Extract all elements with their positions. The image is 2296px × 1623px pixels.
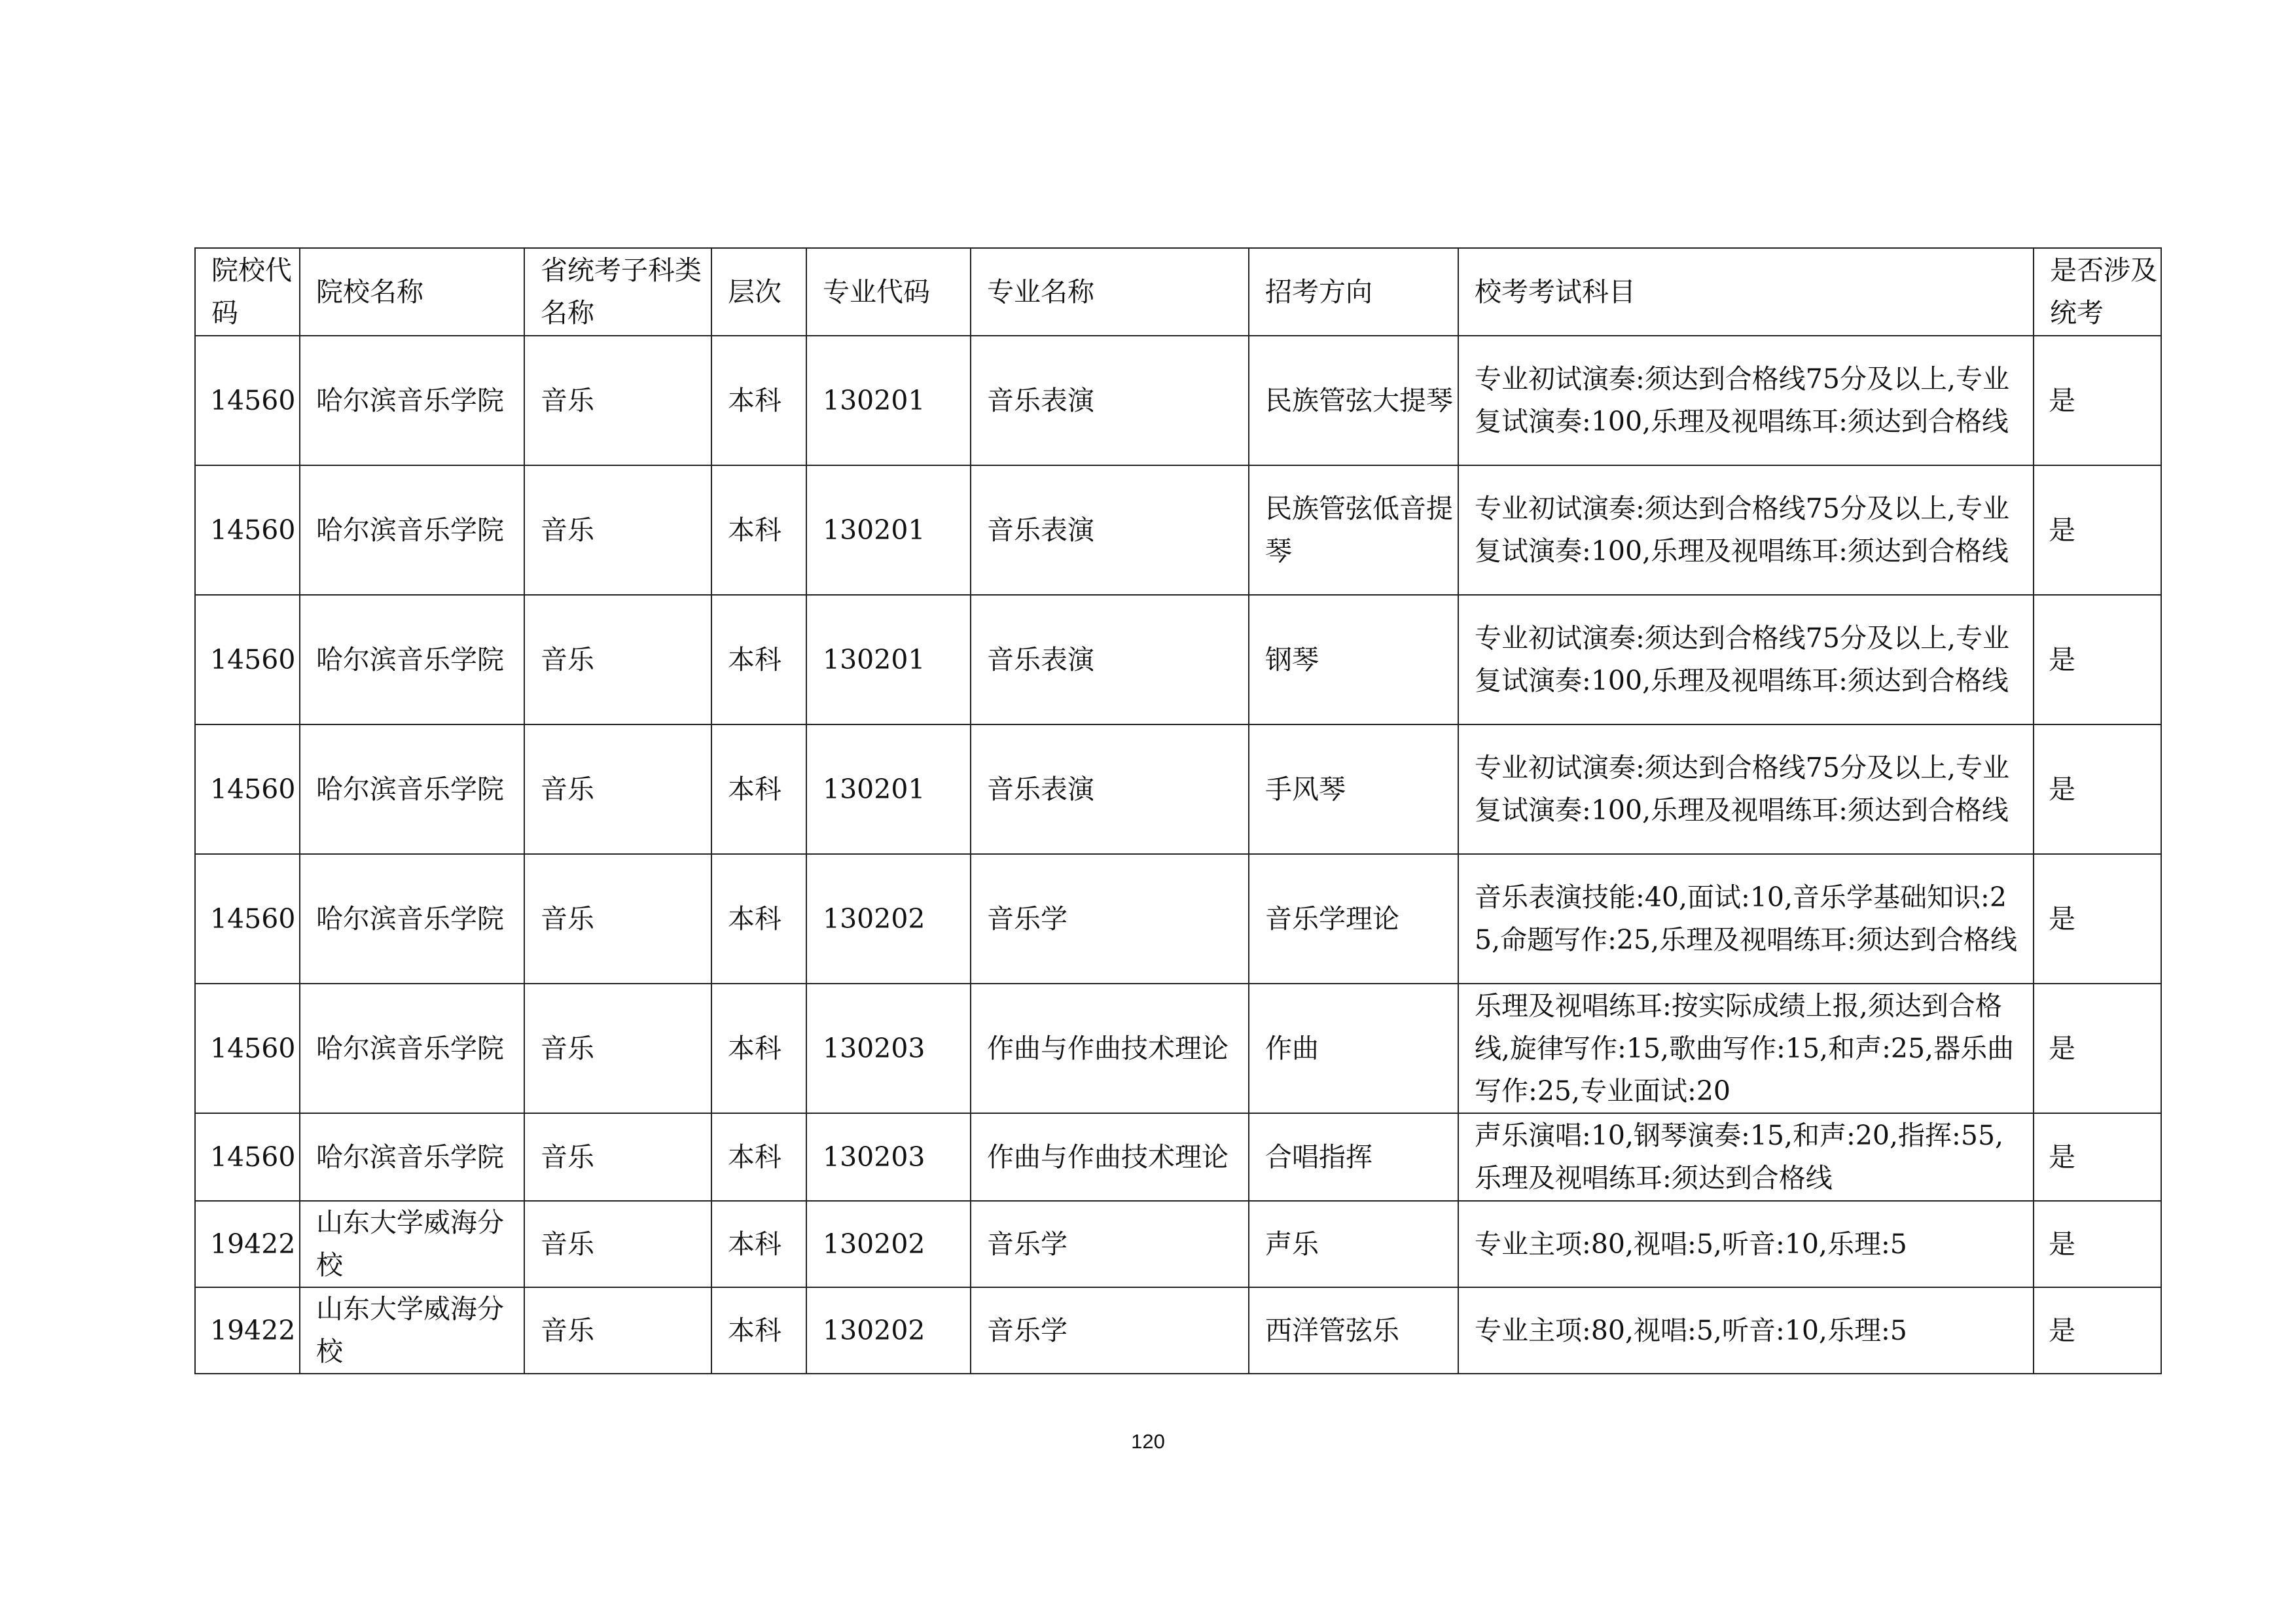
header-major-code: 专业代码 xyxy=(806,248,971,336)
cell-school-code: 14560 xyxy=(195,984,300,1113)
header-school-name: 院校名称 xyxy=(300,248,524,336)
cell-school-code: 19422 xyxy=(195,1201,300,1287)
cell-major-name: 音乐表演 xyxy=(971,724,1249,854)
table-row xyxy=(195,595,2161,724)
cell-school-code: 14560 xyxy=(195,724,300,854)
header-exam-subjects: 校考考试科目 xyxy=(1458,248,2034,336)
table-row xyxy=(195,854,2161,984)
cell-direction: 钢琴 xyxy=(1249,595,1458,724)
cell-exam-subjects: 专业主项:80,视唱:5,听音:10,乐理:5 xyxy=(1458,1201,2034,1287)
cell-level: 本科 xyxy=(711,465,806,595)
table-row xyxy=(195,1201,2161,1287)
table-row xyxy=(195,984,2161,1113)
cell-direction: 合唱指挥 xyxy=(1249,1113,1458,1201)
cell-level: 本科 xyxy=(711,984,806,1113)
cell-exam-subjects: 专业初试演奏:须达到合格线75分及以上,专业复试演奏:100,乐理及视唱练耳:须达到合格线 xyxy=(1458,724,2034,854)
cell-school-code: 14560 xyxy=(195,595,300,724)
table-row xyxy=(195,1113,2161,1201)
cell-major-code: 130202 xyxy=(806,1287,971,1374)
cell-school-name: 哈尔滨音乐学院 xyxy=(300,465,524,595)
cell-level: 本科 xyxy=(711,1113,806,1201)
cell-school-name: 哈尔滨音乐学院 xyxy=(300,595,524,724)
cell-subject-category: 音乐 xyxy=(524,595,711,724)
cell-level: 本科 xyxy=(711,595,806,724)
cell-major-code: 130201 xyxy=(806,336,971,465)
cell-exam-subjects: 专业主项:80,视唱:5,听音:10,乐理:5 xyxy=(1458,1287,2034,1374)
cell-major-name: 作曲与作曲技术理论 xyxy=(971,1113,1249,1201)
cell-major-code: 130203 xyxy=(806,1113,971,1201)
cell-school-name: 哈尔滨音乐学院 xyxy=(300,1113,524,1201)
cell-unified-exam: 是 xyxy=(2034,595,2161,724)
cell-major-name: 作曲与作曲技术理论 xyxy=(971,984,1249,1113)
cell-exam-subjects: 乐理及视唱练耳:按实际成绩上报,须达到合格线,旋律写作:15,歌曲写作:15,和声:25,器乐曲写作:25,专业面试:20 xyxy=(1458,984,2034,1113)
table-row xyxy=(195,724,2161,854)
cell-exam-subjects: 音乐表演技能:40,面试:10,音乐学基础知识:25,命题写作:25,乐理及视唱练耳:须达到合格线 xyxy=(1458,854,2034,984)
cell-major-code: 130201 xyxy=(806,724,971,854)
cell-direction: 民族管弦低音提琴 xyxy=(1249,465,1458,595)
cell-unified-exam: 是 xyxy=(2034,465,2161,595)
cell-school-name: 山东大学威海分校 xyxy=(300,1201,524,1287)
cell-school-name: 哈尔滨音乐学院 xyxy=(300,336,524,465)
admissions-table xyxy=(194,247,2162,1374)
cell-subject-category: 音乐 xyxy=(524,1201,711,1287)
cell-major-name: 音乐学 xyxy=(971,854,1249,984)
cell-major-name: 音乐学 xyxy=(971,1287,1249,1374)
cell-major-code: 130201 xyxy=(806,595,971,724)
cell-school-name: 山东大学威海分校 xyxy=(300,1287,524,1374)
cell-direction: 声乐 xyxy=(1249,1201,1458,1287)
cell-unified-exam: 是 xyxy=(2034,724,2161,854)
cell-unified-exam: 是 xyxy=(2034,1201,2161,1287)
cell-level: 本科 xyxy=(711,854,806,984)
table-row xyxy=(195,1287,2161,1374)
cell-school-code: 14560 xyxy=(195,336,300,465)
cell-level: 本科 xyxy=(711,724,806,854)
cell-school-name: 哈尔滨音乐学院 xyxy=(300,724,524,854)
table-row xyxy=(195,336,2161,465)
cell-school-code: 14560 xyxy=(195,1113,300,1201)
cell-direction: 西洋管弦乐 xyxy=(1249,1287,1458,1374)
cell-school-name: 哈尔滨音乐学院 xyxy=(300,854,524,984)
cell-subject-category: 音乐 xyxy=(524,984,711,1113)
header-unified-exam: 是否涉及统考 xyxy=(2034,248,2161,336)
cell-exam-subjects: 专业初试演奏:须达到合格线75分及以上,专业复试演奏:100,乐理及视唱练耳:须达到合格线 xyxy=(1458,465,2034,595)
header-direction: 招考方向 xyxy=(1249,248,1458,336)
cell-school-code: 19422 xyxy=(195,1287,300,1374)
cell-level: 本科 xyxy=(711,1201,806,1287)
cell-major-code: 130202 xyxy=(806,1201,971,1287)
header-subject-category: 省统考子科类名称 xyxy=(524,248,711,336)
cell-subject-category: 音乐 xyxy=(524,465,711,595)
cell-level: 本科 xyxy=(711,1287,806,1374)
cell-school-code: 14560 xyxy=(195,854,300,984)
cell-subject-category: 音乐 xyxy=(524,1287,711,1374)
table-header-row xyxy=(195,248,2161,336)
cell-exam-subjects: 专业初试演奏:须达到合格线75分及以上,专业复试演奏:100,乐理及视唱练耳:须达到合格线 xyxy=(1458,595,2034,724)
cell-direction: 音乐学理论 xyxy=(1249,854,1458,984)
cell-subject-category: 音乐 xyxy=(524,1113,711,1201)
cell-major-name: 音乐表演 xyxy=(971,465,1249,595)
cell-major-code: 130201 xyxy=(806,465,971,595)
header-school-code: 院校代码 xyxy=(195,248,300,336)
cell-subject-category: 音乐 xyxy=(524,854,711,984)
cell-major-code: 130203 xyxy=(806,984,971,1113)
cell-subject-category: 音乐 xyxy=(524,336,711,465)
header-major-name: 专业名称 xyxy=(971,248,1249,336)
cell-unified-exam: 是 xyxy=(2034,854,2161,984)
header-level: 层次 xyxy=(711,248,806,336)
cell-exam-subjects: 专业初试演奏:须达到合格线75分及以上,专业复试演奏:100,乐理及视唱练耳:须达到合格线 xyxy=(1458,336,2034,465)
cell-major-code: 130202 xyxy=(806,854,971,984)
cell-unified-exam: 是 xyxy=(2034,336,2161,465)
cell-direction: 手风琴 xyxy=(1249,724,1458,854)
cell-direction: 作曲 xyxy=(1249,984,1458,1113)
cell-direction: 民族管弦大提琴 xyxy=(1249,336,1458,465)
page-number: 120 xyxy=(1131,1430,1165,1453)
cell-unified-exam: 是 xyxy=(2034,1287,2161,1374)
cell-exam-subjects: 声乐演唱:10,钢琴演奏:15,和声:20,指挥:55,乐理及视唱练耳:须达到合格线 xyxy=(1458,1113,2034,1201)
cell-subject-category: 音乐 xyxy=(524,724,711,854)
cell-school-code: 14560 xyxy=(195,465,300,595)
cell-major-name: 音乐学 xyxy=(971,1201,1249,1287)
cell-major-name: 音乐表演 xyxy=(971,336,1249,465)
table-row xyxy=(195,465,2161,595)
cell-unified-exam: 是 xyxy=(2034,1113,2161,1201)
cell-level: 本科 xyxy=(711,336,806,465)
cell-unified-exam: 是 xyxy=(2034,984,2161,1113)
cell-major-name: 音乐表演 xyxy=(971,595,1249,724)
cell-school-name: 哈尔滨音乐学院 xyxy=(300,984,524,1113)
